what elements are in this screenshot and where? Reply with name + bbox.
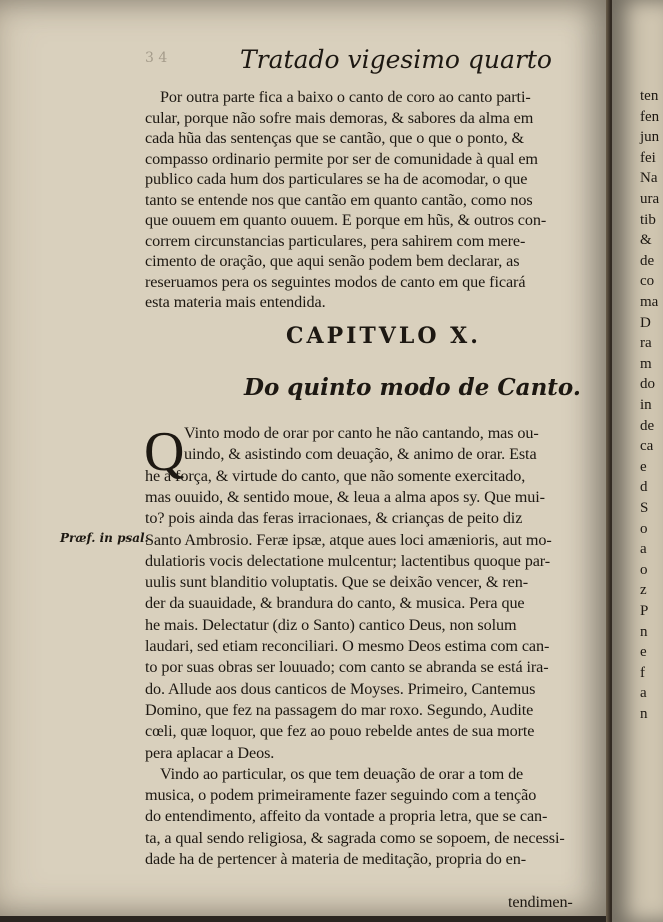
chapter-line: do. Allude aos dous canticos de Moyses. Primeiro, Cantemus (145, 679, 536, 698)
facing-page-fragment: ca (640, 438, 654, 455)
facing-page-fragment: ma (640, 294, 659, 310)
facing-page-fragment: o (640, 520, 648, 537)
facing-page-fragment: d (640, 479, 648, 496)
chapter-line: uulis sunt blanditio voluptatis. Que se deixão vencer, & ren- (145, 573, 529, 592)
chapter-line: to por suas obras ser louuado; com canto se abranda se está ira- (145, 658, 549, 677)
chapter-line: he a força, & virtude do canto, que não somente exercitado, (145, 466, 526, 485)
chapter-line: Santo Ambrosio. Feræ ipsæ, atque aues loci amænioris, aut mo- (145, 530, 552, 549)
chapter-line: Vindo ao particular, os que tem deuação de orar a tom de (160, 764, 524, 783)
chapter-line: dade ha de pertencer à materia de meditação, propria do en- (145, 850, 527, 868)
facing-page-fragment: fei (640, 149, 656, 166)
facing-page-fragment: a (640, 685, 647, 702)
page-number-mark: 3 4 (145, 50, 168, 66)
facing-page-fragment: P (640, 603, 649, 619)
intro-line: compasso ordinario permite por ser de comunidade à qual em (145, 149, 538, 168)
facing-page-fragment: D (640, 314, 651, 331)
facing-page-fragment: fen (640, 108, 660, 125)
facing-page-fragment: e (640, 644, 647, 661)
chapter-line: laudari, sed etiam reconciliari. O mesmo Deos estima com can- (145, 637, 550, 655)
chapter-line: do entendimento, affeito da vontade a propria letra, que se can- (145, 807, 548, 826)
chapter-line: pera aplacar a Deos. (145, 743, 275, 762)
facing-page-fragment: n (640, 706, 648, 722)
facing-page-fragment: e (640, 458, 647, 475)
chapter-line: uindo, & asistindo com deuação, & animo de orar. Esta (184, 445, 537, 464)
facing-page-fragment: o (640, 561, 648, 578)
chapter-line: to? pois ainda das feras irracionaes, & crianças de peito diz (145, 509, 523, 528)
intro-line: cada hũa das sentenças que se cantão, que o que o ponto, & (145, 129, 524, 147)
intro-line: cular, porque não sofre mais demoras, & sabores da alma em (145, 108, 534, 127)
chapter-line: ta, a qual sendo religiosa, & sagrada como se sopoem, de necessi- (145, 828, 565, 847)
facing-page-fragment: jun (640, 129, 660, 146)
facing-page-fragment: ra (640, 335, 652, 352)
running-header: Tratado vigesimo quarto (240, 45, 552, 74)
chapter-line: cœli, quæ loquor, que fez ao pouo rebelde antes de sua morte (145, 722, 535, 741)
chapter-line: der da suauidade, & brandura do canto, & musica. Pera que (145, 594, 525, 613)
facing-page-fragment: ura (640, 191, 660, 207)
facing-page-fragment: & (640, 232, 652, 249)
facing-page-fragment: S (640, 500, 649, 516)
facing-page-fragment: in (640, 397, 652, 413)
intro-line: Por outra parte fica a baixo o canto de coro ao canto parti- (160, 88, 531, 106)
facing-page-edge (612, 0, 663, 922)
facing-page-fragment: do (640, 376, 655, 393)
facing-page-fragment: m (640, 355, 652, 372)
intro-line: correm circunstancias particulares, pera sahirem com mere- (145, 231, 526, 250)
facing-page-fragment: tib (640, 211, 656, 228)
facing-page-fragment: a (640, 541, 647, 558)
intro-line: esta materia mais entendida. (145, 293, 326, 311)
chapter-line: he mais. Delectatur (diz o Santo) cantico Deus, non solum (145, 615, 517, 634)
facing-page-fragment: f (640, 664, 645, 681)
intro-line: que ouuem em quanto ouuem. E porque em hũs, & outros con- (145, 211, 547, 229)
facing-page-fragment: Na (640, 170, 658, 187)
chapter-line: Vinto modo de orar por canto he não cantando, mas ou- (184, 424, 539, 442)
chapter-line: mas ouuido, & sentido moue, & leua a alma apos sy. Que mui- (145, 487, 545, 506)
facing-page-fragment: n (640, 623, 648, 640)
chapter-line: dulatioris vocis delectatione mulcentur; lactentibus quoque par- (145, 551, 551, 570)
facing-page-fragment: ten (640, 88, 659, 104)
facing-page-fragment: de (640, 417, 655, 434)
catchword: tendimen- (508, 893, 573, 911)
chapter-subtitle: Do quinto modo de Canto. (244, 374, 581, 401)
margin-note: Præf. in psal. (60, 531, 149, 545)
chapter-line: Domino, que fez na passagem do mar roxo. Segundo, Audite (145, 700, 534, 719)
facing-page-fragment: de (640, 252, 655, 269)
facing-page-fragment: co (640, 273, 655, 290)
drop-cap: Q (144, 421, 185, 483)
intro-line: publico cada hum dos particulares se ha de acomodar, o que (145, 170, 528, 188)
chapter-title: CAPITVLO X. (286, 323, 481, 349)
facing-page-fragment: z (640, 582, 647, 599)
chapter-line: musica, o podem primeiramente fazer seguindo com a tenção (145, 786, 537, 805)
intro-line: tanto se entende nos que cantão em quanto cantão, como nos (145, 190, 533, 209)
intro-line: reseruamos pera os seguintes modos de canto em que ficará (145, 272, 526, 291)
intro-line: cimento de oração, que aqui senão podem bem declarar, as (145, 252, 520, 270)
